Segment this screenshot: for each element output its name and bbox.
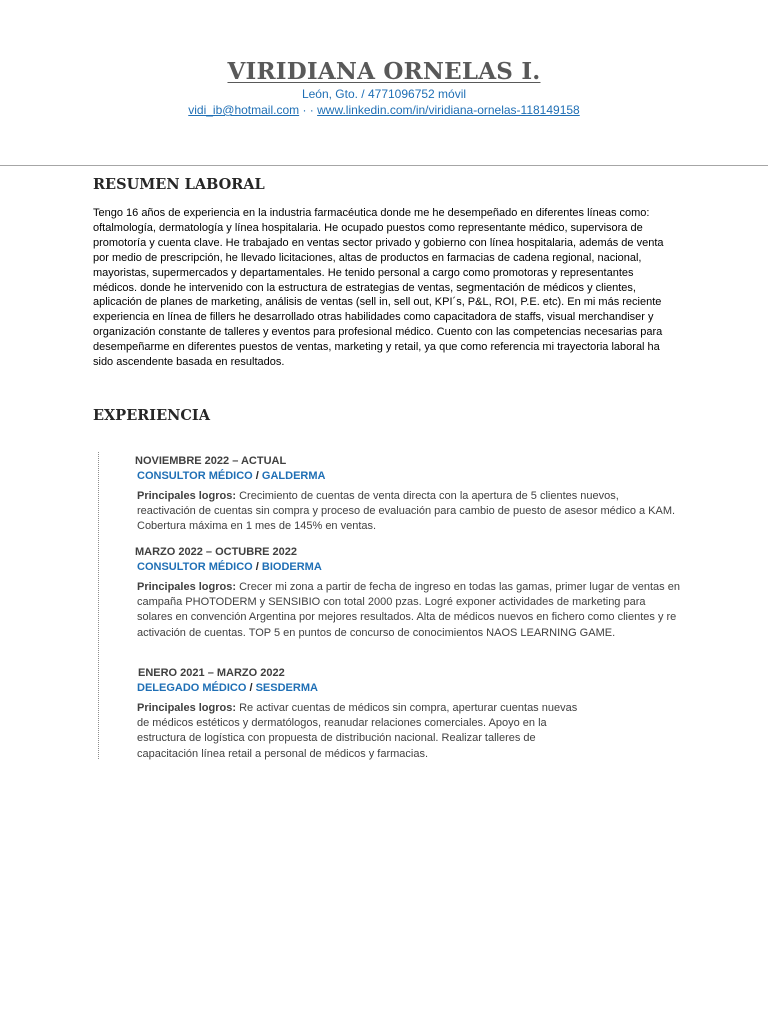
experience-heading: EXPERIENCIA (93, 407, 210, 424)
achievements-label: Principales logros: (137, 490, 237, 502)
contact-line-location (0, 86, 768, 102)
achievements-label: Principales logros: (137, 702, 237, 714)
job-description (137, 489, 680, 535)
summary-heading: RESUMEN LABORAL (93, 176, 265, 193)
summary-text: Tengo 16 años de experiencia en la industria farmacéutica donde me he desempeñado en diferentes líneas como: oftalmología, dermatología y línea hospitalaria. He ocupado puestos como representante médico, supervisora de promotoría y cuenta clave. He trabajado en ventas sector privado y gobierno con línea hospitalaria, además de venta por medio de prescripción, he llevado licitaciones, altas de productos en farmacias de cadena regional, nacional, mayoristas, supermercados y departamentales. He tenido personal a cargo como promotoras y representantes médicos. donde he intervenido con la estructura de estrategias de ventas, segmentación de médicos y clientes, aplicación de planes de marketing, análisis de ventas (sell in, sell out, KPI´s, P&L, ROI, P.E. etc). En mi más reciente experiencia en línea de fillers he desarrollado otras habilidades como capacitadora de staffs, visual merchandiser y organización constante de talleres y eventos para profesional médico. Cuento con las competencias necesarias para desempeñarme en diferentes puestos de ventas, marketing y retail, ya que como referencia mi trayectoria laboral ha sido ascendente basada en resultados. (93, 207, 664, 369)
role-company-separator: / (255, 470, 259, 482)
job-role: CONSULTOR MÉDICO (137, 470, 253, 482)
contact-separator: · · (299, 103, 318, 117)
role-company-separator: / (255, 561, 259, 573)
email-link[interactable]: vidi_ib@hotmail.com (188, 103, 300, 117)
achievements-text: Re activar cuentas de médicos sin compra, aperturar cuentas nuevas de médicos estéticos y dermatólogos, reanudar relaciones comerciales. Apoyo en la estructura de logística con propuesta de distribución nacional. Realizar talleres de capacitación línea retail a personal de médicos y farmacias. (137, 702, 578, 760)
achievements-text: Crecimiento de cuentas de venta directa con la apertura de 5 clientes nuevos, reactivación de cuentas sin compra y proceso de evaluación para cambio de puesto de asesor médico a KAM. Cobertura máxima en 1 mes de 145% en ventas. (137, 490, 676, 533)
job-description (137, 701, 578, 762)
job-role: DELEGADO MÉDICO (137, 682, 247, 694)
job-description (137, 580, 680, 641)
job-date: MARZO 2022 – OCTUBRE 2022 (135, 546, 297, 558)
job-date: NOVIEMBRE 2022 – ACTUAL (135, 455, 287, 467)
linkedin-link[interactable]: www.linkedin.com/in/viridiana-ornelas-118149158 (317, 103, 580, 117)
job-title (137, 681, 578, 696)
achievements-label: Principales logros: (137, 581, 237, 593)
experience-entry-sesderma (138, 666, 578, 762)
job-company: BIODERMA (261, 561, 322, 573)
achievements-text: Crecer mi zona a partir de fecha de ingreso en todas las gamas, primer lugar de ventas en campaña PHOTODERM y SENSIBIO con total 2000 pzas. Logré exponer actividades de marketing para solares en convención Argentina por mejores resultados. Alta de médicos nuevos en fichero como clientes y re activación de cuentas. TOP 5 en puntos de concurso de conocimientos NAOS LEARNING GAME. (137, 581, 680, 639)
resume-header (0, 58, 768, 118)
job-date: ENERO 2021 – MARZO 2022 (138, 667, 285, 679)
experience-timeline (98, 452, 100, 759)
experience-entry-galderma (135, 454, 680, 535)
job-company: SESDERMA (255, 682, 318, 694)
job-role: CONSULTOR MÉDICO (137, 561, 253, 573)
job-title (137, 469, 680, 484)
candidate-name: VIRIDIANA ORNELAS I. (227, 58, 541, 85)
job-title (137, 560, 680, 575)
experience-entry-bioderma (135, 545, 680, 641)
contact-line-links (0, 102, 768, 118)
job-company: GALDERMA (261, 470, 326, 482)
location-phone: León, Gto. / 4771096752 móvil (301, 87, 467, 101)
header-divider (0, 165, 768, 166)
role-company-separator: / (249, 682, 253, 694)
